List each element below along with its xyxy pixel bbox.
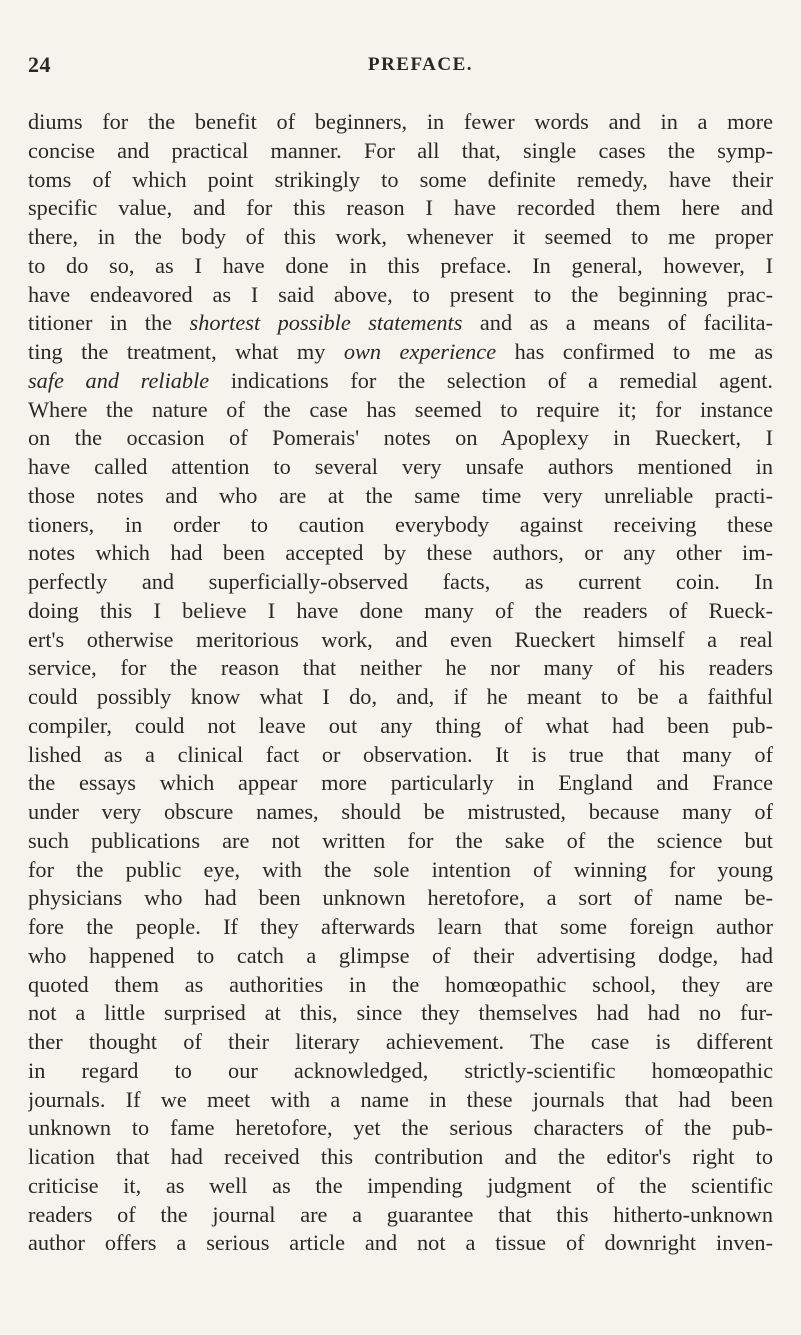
text-segment: unknown to fame heretofore, yet the serious characters of the pub- — [28, 1115, 773, 1141]
text-line — [28, 884, 773, 913]
text-segment: have called attention to several very unsafe authors mentioned in — [28, 454, 773, 479]
text-line — [28, 999, 773, 1028]
text-segment: in regard to our acknowledged, strictly-scientific homœopathic — [28, 1057, 773, 1083]
emphasized-text: shortest possible statements — [189, 310, 463, 336]
text-segment: there, in the body of this work, whenever it seemed to me proper — [28, 224, 773, 249]
text-line — [28, 654, 773, 683]
text-line — [28, 1201, 773, 1230]
running-head — [28, 52, 773, 82]
text-segment: and as a means of facilita- — [462, 310, 773, 336]
text-line — [28, 769, 773, 798]
body-paragraph — [28, 108, 773, 1258]
text-segment: lication that had received this contribution and the editor's right to — [28, 1144, 773, 1169]
text-line — [28, 424, 773, 453]
text-segment: diums for the benefit of beginners, in fewer words and in a more — [28, 109, 773, 134]
text-line — [28, 453, 773, 482]
text-segment: notes which had been accepted by these authors, or any other im- — [28, 540, 773, 566]
text-segment: service, for the reason that neither he nor many of his readers — [28, 655, 773, 681]
text-segment: has confirmed to me as — [496, 339, 773, 364]
text-segment: doing this I believe I have done many of the readers of Rueck- — [28, 597, 773, 623]
text-line — [28, 683, 773, 712]
text-line — [28, 511, 773, 540]
emphasized-text: safe and reliable — [28, 367, 210, 393]
text-segment: to do so, as I have done in this preface. In general, however, I — [28, 252, 773, 278]
text-line — [28, 482, 773, 511]
text-line — [28, 1086, 773, 1115]
text-line — [28, 856, 773, 885]
text-segment: specific value, and for this reason I have recorded them here and — [28, 195, 773, 221]
text-segment: not a little surprised at this, since they themselves had had no fur- — [28, 1000, 773, 1026]
text-segment: journals. If we meet with a name in these journals that had been — [28, 1086, 773, 1112]
text-line — [28, 223, 773, 252]
text-segment: indications for the selection of a remedial agent. — [209, 367, 773, 393]
text-line — [28, 137, 773, 166]
text-segment: author offers a serious article and not a tissue of downright inven- — [28, 1230, 773, 1256]
text-segment: concise and practical manner. For all that, single cases the symp- — [28, 137, 773, 163]
text-line — [28, 1057, 773, 1086]
text-segment: on the occasion of Pomerais' notes on Apoplexy in Rueckert, I — [28, 425, 773, 451]
text-line — [28, 568, 773, 597]
text-line — [28, 252, 773, 281]
text-segment: for the public eye, with the sole intention of winning for young — [28, 856, 773, 882]
text-line — [28, 396, 773, 425]
text-segment: could possibly know what I do, and, if he meant to be a faithful — [28, 684, 773, 709]
text-line — [28, 626, 773, 655]
text-line — [28, 942, 773, 971]
text-segment: quoted them as authorities in the homœopathic school, they are — [28, 971, 773, 997]
text-segment: fore the people. If they afterwards learn that some foreign author — [28, 914, 773, 939]
text-segment: physicians who had been unknown heretofore, a sort of name be- — [28, 885, 773, 911]
text-segment: titioner in the — [28, 310, 190, 336]
text-line — [28, 281, 773, 310]
text-line — [28, 1229, 773, 1258]
text-segment: criticise it, as well as the impending judgment of the scientific — [28, 1172, 773, 1198]
text-line — [28, 108, 773, 137]
text-segment: the essays which appear more particularly in England and France — [28, 770, 773, 796]
text-segment: ting the treatment, what my — [28, 339, 344, 364]
text-line — [28, 1143, 773, 1172]
text-segment: ther thought of their literary achievement. The case is different — [28, 1029, 773, 1054]
text-segment: those notes and who are at the same time very unreliable practi- — [28, 482, 773, 508]
text-segment: lished as a clinical fact or observation. It is true that many of — [28, 741, 773, 767]
text-segment: Where the nature of the case has seemed to require it; for instance — [28, 396, 773, 422]
text-line — [28, 166, 773, 195]
text-line — [28, 194, 773, 223]
text-segment: compiler, could not leave out any thing of what had been pub- — [28, 712, 773, 738]
text-line — [28, 309, 773, 338]
text-line — [28, 712, 773, 741]
text-line — [28, 539, 773, 568]
text-segment: toms of which point strikingly to some definite remedy, have their — [28, 166, 773, 192]
text-segment: under very obscure names, should be mistrusted, because many of — [28, 799, 773, 824]
text-line — [28, 1028, 773, 1057]
running-title: PREFACE. — [367, 54, 474, 75]
page-number: 24 — [28, 52, 51, 77]
text-line — [28, 827, 773, 856]
text-segment: readers of the journal are a guarantee that this hitherto-unknown — [28, 1201, 773, 1227]
text-segment: tioners, in order to caution everybody against receiving these — [28, 511, 773, 537]
text-line — [28, 1114, 773, 1143]
text-line — [28, 367, 773, 396]
text-line — [28, 597, 773, 626]
text-line — [28, 741, 773, 770]
text-segment: ert's otherwise meritorious work, and even Rueckert himself a real — [28, 626, 773, 652]
text-line — [28, 971, 773, 1000]
text-segment: who happened to catch a glimpse of their advertising dodge, had — [28, 942, 773, 968]
text-segment: perfectly and superficially-observed facts, as current coin. In — [28, 569, 773, 594]
text-segment: such publications are not written for the sake of the science but — [28, 827, 773, 853]
emphasized-text: own experience — [343, 339, 497, 364]
text-line — [28, 913, 773, 942]
text-line — [28, 338, 773, 367]
text-line — [28, 1172, 773, 1201]
text-line — [28, 798, 773, 827]
text-segment: have endeavored as I said above, to present to the beginning prac- — [28, 281, 773, 307]
